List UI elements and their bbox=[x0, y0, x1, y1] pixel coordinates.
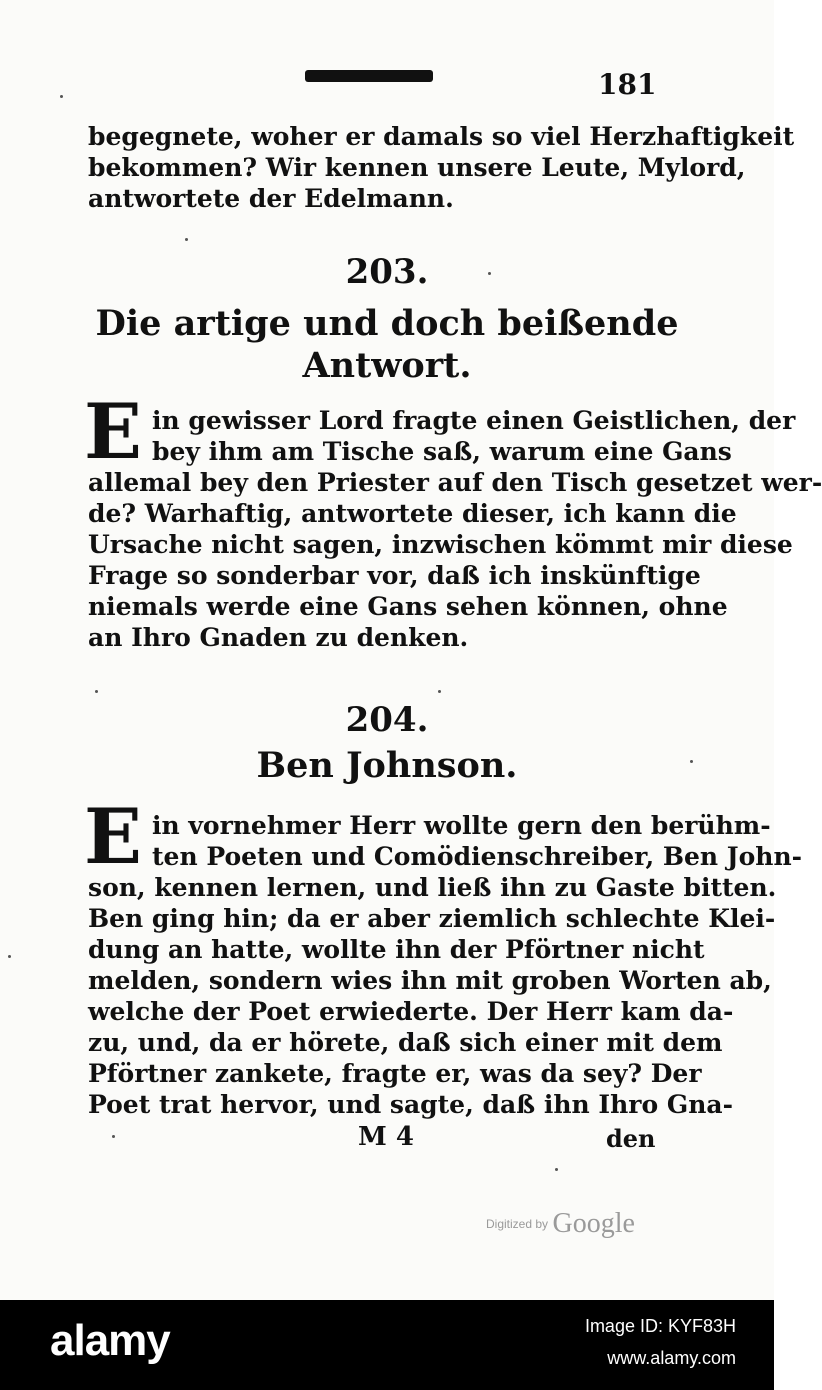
scan-speck bbox=[438, 690, 441, 693]
text-line: begegnete, woher er damals so viel Herzhaftigkeit bbox=[88, 122, 795, 151]
site-url: www.alamy.com bbox=[607, 1348, 736, 1368]
text-line: son, kennen lernen, und ließ ihn zu Gaste bitten. bbox=[88, 873, 777, 902]
text-line: Pförtner zankete, fragte er, was da sey? Der bbox=[88, 1059, 702, 1088]
section-title: Antwort. bbox=[302, 345, 472, 386]
text-line: zu, und, da er hörete, daß sich einer mit dem bbox=[88, 1028, 723, 1057]
section-title: Die artige und doch beißende bbox=[95, 303, 679, 344]
text-line: dung an hatte, wollte ihn der Pförtner nicht bbox=[88, 935, 705, 964]
google-logo: Google bbox=[552, 1208, 635, 1239]
scan-speck bbox=[112, 1135, 115, 1138]
section-paragraph bbox=[88, 405, 822, 653]
text-line: in vornehmer Herr wollte gern den berühm- bbox=[152, 811, 771, 840]
signature-mark: M 4 bbox=[358, 1122, 414, 1152]
digitized-label: Digitized by bbox=[486, 1217, 549, 1231]
text-line: in gewisser Lord fragte einen Geistlichen, der bbox=[152, 406, 796, 435]
scan-speck bbox=[555, 1168, 558, 1171]
text-line: Ben ging hin; da er aber ziemlich schlechte Klei- bbox=[88, 904, 776, 933]
text-line: welche der Poet erwiederte. Der Herr kam da- bbox=[88, 997, 734, 1026]
drop-cap: E bbox=[84, 792, 142, 881]
text-line: an Ihro Gnaden zu denken. bbox=[88, 623, 469, 652]
text-line: Ursache nicht sagen, inzwischen kömmt mir diese bbox=[88, 530, 793, 559]
section-number: 204. bbox=[345, 700, 429, 740]
text-line: antwortete der Edelmann. bbox=[88, 184, 454, 213]
text-line: bey ihm am Tische saß, warum eine Gans bbox=[152, 437, 732, 466]
scan-speck bbox=[60, 95, 63, 98]
text-line: Poet trat hervor, und sagte, daß ihn Ihro Gna- bbox=[88, 1090, 733, 1119]
intro-paragraph bbox=[88, 121, 795, 214]
section-title: Ben Johnson. bbox=[256, 745, 518, 786]
text-line: melden, sondern wies ihn mit groben Worten ab, bbox=[88, 966, 772, 995]
text-line: Frage so sonderbar vor, daß ich inskünftige bbox=[88, 561, 701, 590]
drop-cap: E bbox=[84, 387, 142, 476]
section-paragraph bbox=[88, 810, 803, 1120]
text-line: ten Poeten und Comödienschreiber, Ben John- bbox=[152, 842, 803, 871]
header-rule bbox=[305, 70, 433, 82]
digitized-by-google-watermark bbox=[486, 1208, 635, 1240]
text-line: niemals werde eine Gans sehen können, ohne bbox=[88, 592, 728, 621]
alamy-logo: alamy bbox=[50, 1316, 170, 1365]
catchword: den bbox=[606, 1124, 656, 1153]
scan-speck bbox=[185, 238, 188, 241]
text-line: de? Warhaftig, antwortete dieser, ich kann die bbox=[88, 499, 737, 528]
scan-speck bbox=[95, 690, 98, 693]
text-line: bekommen? Wir kennen unsere Leute, Mylord, bbox=[88, 153, 746, 182]
section-number: 203. bbox=[345, 252, 429, 292]
page-number: 181 bbox=[598, 68, 657, 101]
image-id: Image ID: KYF83H bbox=[584, 1316, 736, 1336]
scan-speck bbox=[488, 272, 491, 275]
scan-speck bbox=[8, 955, 11, 958]
stock-footer-bar bbox=[0, 1300, 774, 1390]
scan-speck bbox=[690, 760, 693, 763]
text-line: allemal bey den Priester auf den Tisch gesetzet wer- bbox=[88, 468, 822, 497]
